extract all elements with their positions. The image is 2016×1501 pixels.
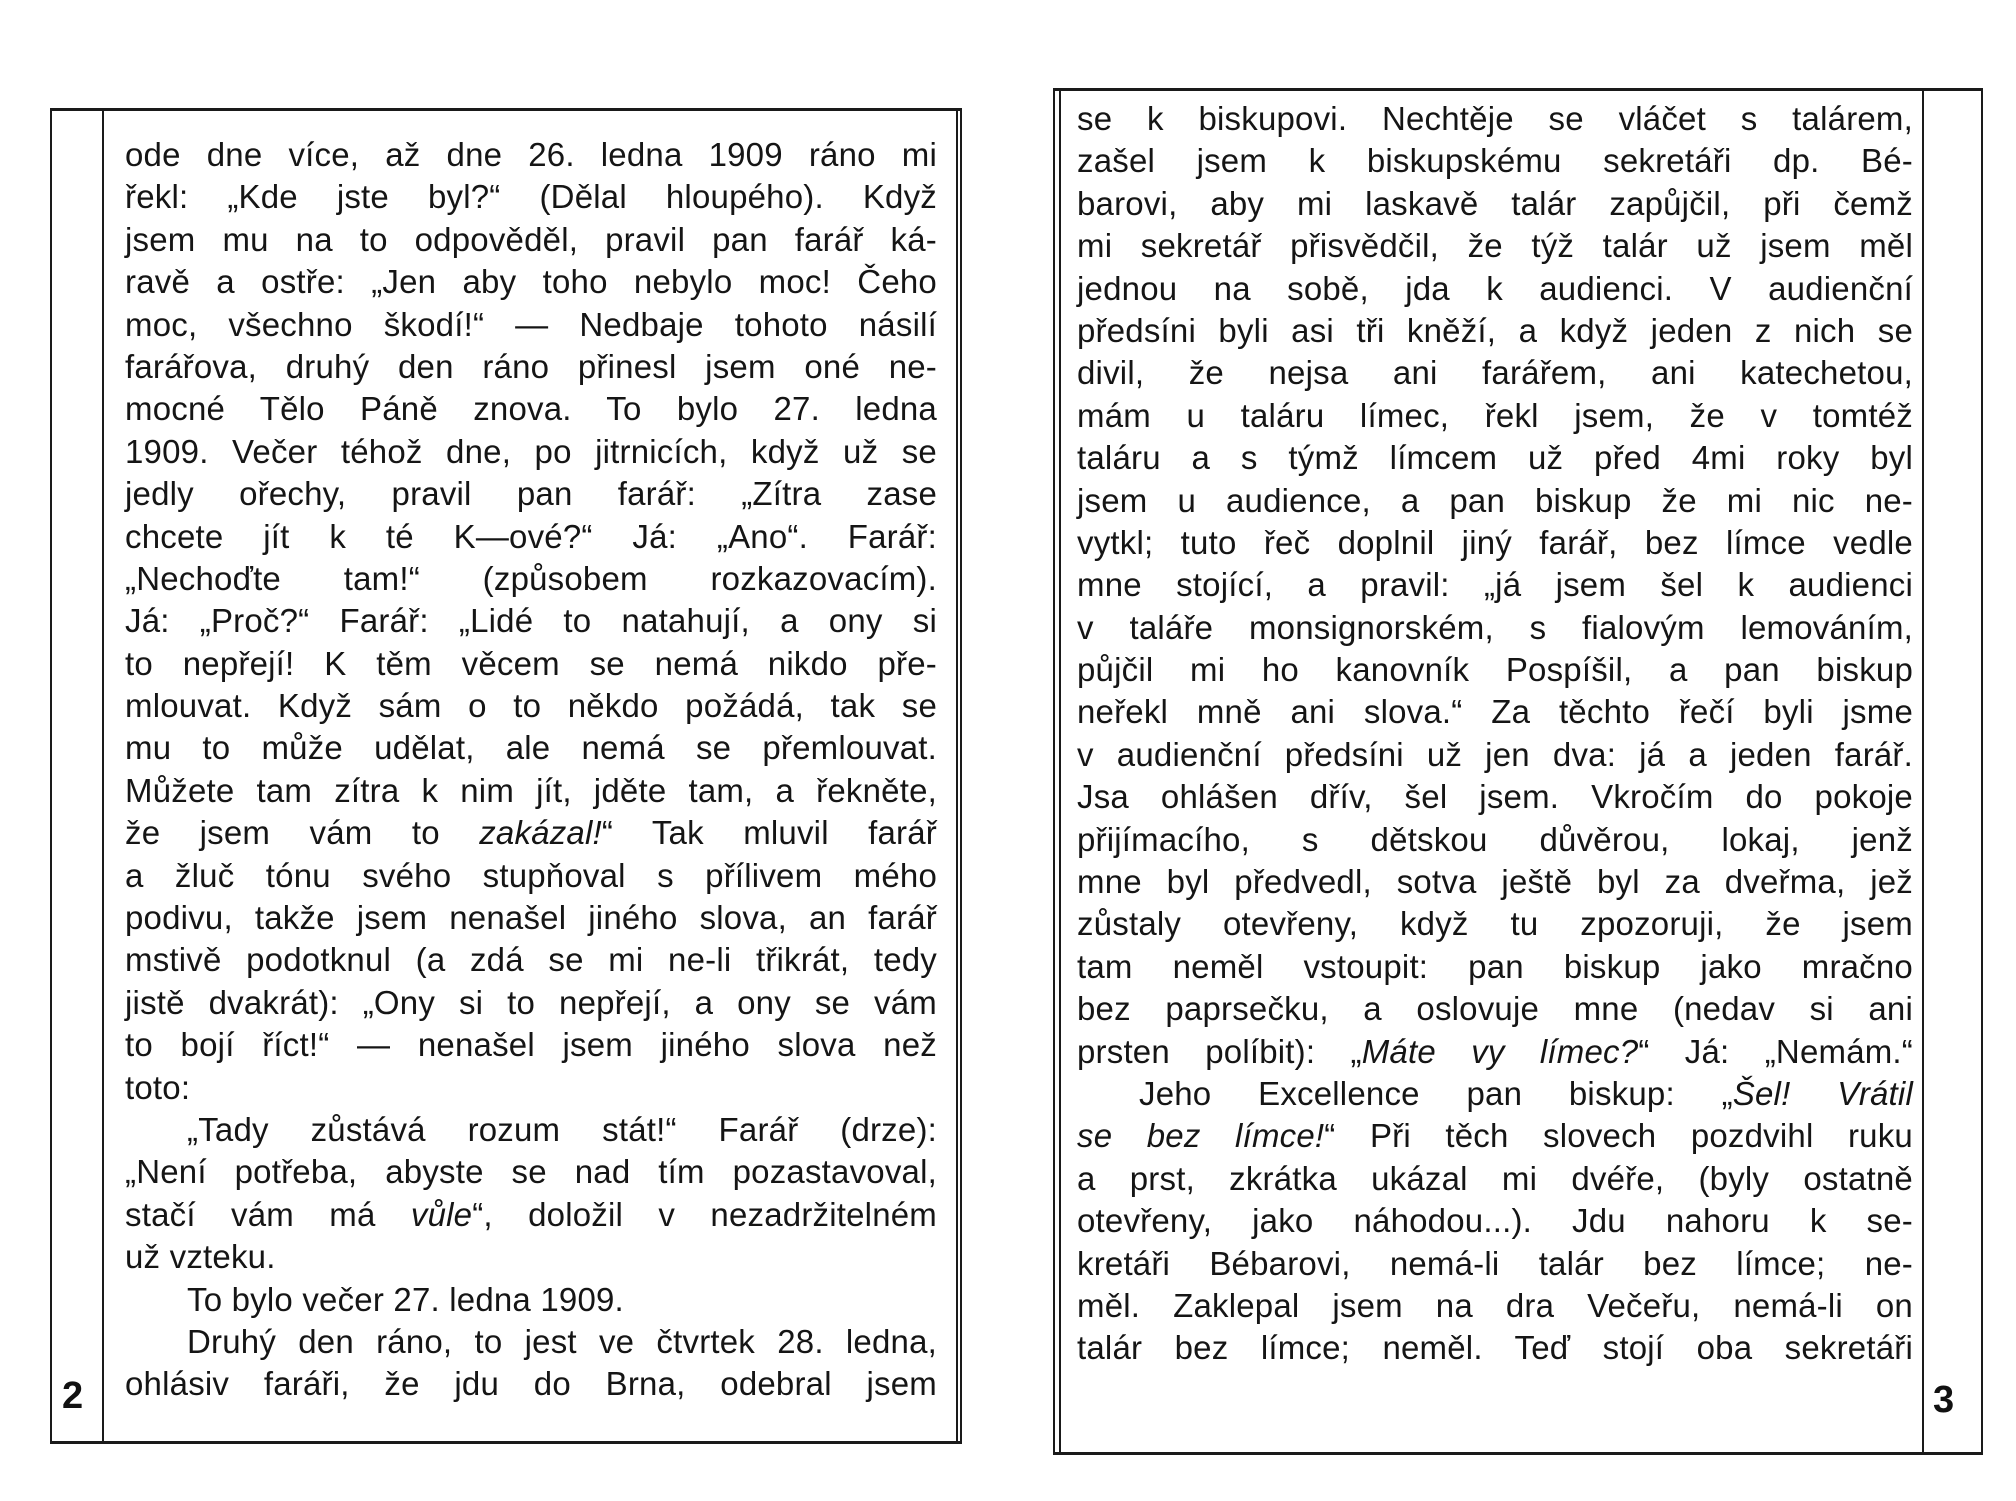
text-line: se k biskupovi. Nechtěje se vláčet s talárem,: [1077, 100, 1913, 137]
left-page-outer-rule: [956, 108, 958, 1444]
text-line: barovi, aby mi laskavě talár zapůjčil, při čemž: [1077, 184, 1913, 222]
text-line: Já: „Proč?“ Farář: „Lidé to natahují, a ony si: [125, 602, 937, 640]
text-line: tam neměl vstoupit: pan biskup jako mračno: [1077, 947, 1913, 985]
text-line: jedly ořechy, pravil pan farář: „Zítra zase: [125, 475, 937, 513]
text-line: to bojí říct!“ — nenašel jsem jiného slova než: [125, 1026, 937, 1064]
text-line: mne stojící, a pravil: „já jsem šel k audienci: [1077, 566, 1913, 604]
text-line: kretáři Bébarovi, nemá-li talár bez límce; ne-: [1077, 1244, 1913, 1282]
text-line: vytkl; tuto řeč doplnil jiný farář, bez límce vedle: [1077, 523, 1913, 561]
text-line: a prst, zkrátka ukázal mi dvéře, (byly ostatně: [1077, 1159, 1913, 1197]
right-page-outer-rule: [1059, 88, 1061, 1455]
left-page: [50, 108, 962, 1444]
text-line: Můžete tam zítra k nim jít, jděte tam, a řekněte,: [125, 771, 937, 809]
text-line: chcete jít k té K—ové?“ Já: „Ano“. Farář:: [125, 517, 937, 555]
right-page: [1053, 88, 1983, 1455]
text-line: Jsa ohlášen dřív, šel jsem. Vkročím do pokoje: [1077, 778, 1913, 816]
text-line: ohlásiv faráři, že jdu do Brna, odebral jsem: [125, 1365, 937, 1403]
left-page-body-text: [125, 134, 937, 1406]
text-line: toto:: [125, 1068, 191, 1106]
text-line: to nepřejí! K těm věcem se nemá nikdo pře-: [125, 644, 937, 682]
right-page-body-text: [1077, 98, 1913, 1370]
text-line: měl. Zaklepal jsem na dra Večeřu, nemá-li on: [1077, 1286, 1913, 1324]
text-line: jsem u audience, a pan biskup že mi nic ne-: [1077, 481, 1913, 519]
text-line: talár bez límce; neměl. Teď stojí oba sekretáři: [1077, 1329, 1913, 1367]
text-line: mu to může udělat, ale nemá se přemlouvat.: [125, 729, 937, 767]
text-line: mocné Tělo Páně znova. To bylo 27. ledna: [125, 390, 937, 428]
text-line: moc, všechno škodí!“ — Nedbaje tohoto násilí: [125, 305, 937, 343]
text-line: v taláře monsignorském, s fialovým lemováním,: [1077, 608, 1913, 646]
text-line: se bez límce!“ Při těch slovech pozdvihl ruku: [1077, 1117, 1913, 1155]
text-line: mne byl předvedl, sotva ještě byl za dveřma, jež: [1077, 863, 1913, 901]
italic-emphasis: zakázal!: [479, 814, 602, 852]
text-line: 1909. Večer téhož dne, po jitrnicích, když už se: [125, 432, 937, 470]
italic-emphasis: vůle: [410, 1195, 473, 1233]
text-line: Jeho Excellence pan biskup: „Šel! Vrátil: [1139, 1074, 1913, 1112]
text-line: předsíni byli asi tři kněží, a když jeden z nich se: [1077, 311, 1913, 349]
text-line: Druhý den ráno, to jest ve čtvrtek 28. ledna,: [187, 1322, 937, 1360]
text-line: jednou na sobě, jda k audienci. V audienční: [1077, 269, 1913, 307]
text-line: mám u taláru límec, řekl jsem, že v tomtéž: [1077, 396, 1913, 434]
left-page-number: 2: [62, 1375, 84, 1417]
text-line: mstivě podotknul (a zdá se mi ne-li třikrát, tedy: [125, 941, 937, 979]
text-line: jsem mu na to odpověděl, pravil pan farář ká-: [125, 220, 937, 258]
text-line: stačí vám má vůle“, doložil v nezadržitelném: [125, 1195, 937, 1233]
text-line: ode dne více, až dne 26. ledna 1909 ráno mi: [125, 136, 937, 173]
text-line: že jsem vám to zakázal!“ Tak mluvil farář: [125, 814, 937, 852]
text-line: mi sekretář přisvědčil, že týž talár už jsem měl: [1077, 227, 1913, 265]
text-line: „Tady zůstává rozum stát!“ Farář (drze):: [187, 1110, 937, 1148]
text-line: To bylo večer 27. ledna 1909.: [187, 1280, 624, 1318]
text-line: taláru a s týmž límcem už před 4mi roky byl: [1077, 439, 1913, 477]
text-line: už vzteku.: [125, 1238, 276, 1276]
text-line: farářova, druhý den ráno přinesl jsem oné ne-: [125, 347, 937, 385]
text-line: bez paprsečku, a oslovuje mne (nedav si ani: [1077, 990, 1913, 1028]
text-line: ravě a ostře: „Jen aby toho nebylo moc! Čeho: [125, 263, 937, 301]
text-line: otevřeny, jako náhodou...). Jdu nahoru k se-: [1077, 1202, 1913, 1240]
text-line: přijímacího, s dětskou důvěrou, lokaj, jenž: [1077, 820, 1913, 858]
text-line: řekl: „Kde jste byl?“ (Dělal hloupého). Když: [125, 178, 937, 216]
text-line: divil, že nejsa ani farářem, ani katechetou,: [1077, 354, 1913, 392]
left-page-inner-rule: [102, 108, 104, 1444]
italic-emphasis: se bez límce!: [1077, 1117, 1325, 1155]
text-line: „Není potřeba, abyste se nad tím pozastavoval,: [125, 1153, 937, 1191]
text-line: v audienční předsíni už jen dva: já a jeden farář.: [1077, 735, 1913, 773]
text-line: neřekl mně ani slova.“ Za těchto řečí byli jsme: [1077, 693, 1913, 731]
text-line: a žluč tónu svého stupňoval s přílivem mého: [125, 856, 937, 894]
text-line: „Nechoďte tam!“ (způsobem rozkazovacím).: [125, 559, 937, 597]
text-line: prsten políbit): „Máte vy límec?“ Já: „Nemám.“: [1077, 1032, 1913, 1070]
text-line: jistě dvakrát): „Ony si to nepřejí, a ony se vám: [125, 983, 937, 1021]
text-line: půjčil mi ho kanovník Pospíšil, a pan biskup: [1077, 651, 1913, 689]
text-line: podivu, takže jsem nenašel jiného slova, an farář: [125, 899, 937, 937]
text-line: zůstaly otevřeny, když tu zpozoruji, že jsem: [1077, 905, 1913, 943]
text-line: zašel jsem k biskupskému sekretáři dp. Bé-: [1077, 142, 1913, 180]
right-page-number: 3: [1933, 1379, 1955, 1421]
italic-emphasis: Máte vy límec?: [1361, 1032, 1639, 1070]
right-page-inner-rule: [1922, 88, 1924, 1455]
italic-emphasis: Šel! Vrátil: [1732, 1074, 1913, 1112]
text-line: mlouvat. Když sám o to někdo požádá, tak se: [125, 687, 937, 725]
